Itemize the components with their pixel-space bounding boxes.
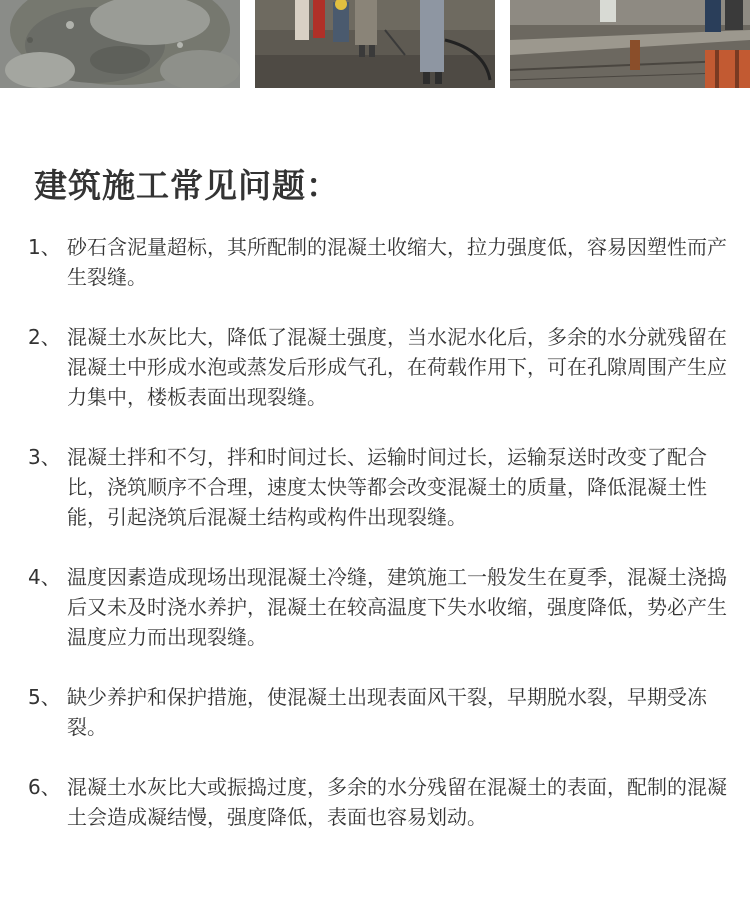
list-item [28, 562, 728, 652]
list-item [28, 682, 728, 742]
list-item-number: 5、 [28, 685, 61, 709]
list-item-number: 6、 [28, 775, 61, 799]
photo-strip [0, 0, 750, 88]
workers-pouring-concrete-photo [255, 0, 495, 88]
list-item [28, 322, 728, 412]
issue-list [28, 232, 728, 862]
page-title: 建筑施工常见问题： [34, 166, 340, 205]
concrete-closeup-photo [0, 0, 240, 88]
list-item-number: 2、 [28, 325, 61, 349]
list-item [28, 442, 728, 532]
list-item-number: 3、 [28, 445, 61, 469]
list-item-text: 混凝土水灰比大，降低了混凝土强度，当水泥水化后，多余的水分就残留在混凝土中形成水泡或蒸发后形成气孔，在荷载作用下，可在孔隙周围产生应力集中，楼板表面出现裂缝。 [67, 325, 727, 409]
list-item-text: 混凝土拌和不匀，拌和时间过长、运输时间过长，运输泵送时改变了配合比，浇筑顺序不合理，速度太快等都会改变混凝土的质量，降低混凝土性能，引起浇筑后混凝土结构或构件出现裂缝。 [67, 445, 707, 529]
list-item-number: 1、 [28, 235, 61, 259]
list-item-text: 混凝土水灰比大或振捣过度，多余的水分残留在混凝土的表面，配制的混凝土会造成凝结慢，强度降低，表面也容易划动。 [67, 775, 727, 829]
list-item-text: 温度因素造成现场出现混凝土冷缝，建筑施工一般发生在夏季，混凝土浇捣后又未及时浇水养护，混凝土在较高温度下失水收缩，强度降低，势必产生温度应力而出现裂缝。 [67, 565, 727, 649]
list-item [28, 772, 728, 832]
list-item-text: 缺少养护和保护措施，使混凝土出现表面风干裂，早期脱水裂，早期受冻裂。 [67, 685, 707, 739]
concrete-floor-construction-photo [510, 0, 750, 88]
list-item-text: 砂石含泥量超标，其所配制的混凝土收缩大，拉力强度低，容易因塑性而产生裂缝。 [67, 235, 727, 289]
list-item-number: 4、 [28, 565, 61, 589]
list-item [28, 232, 728, 292]
